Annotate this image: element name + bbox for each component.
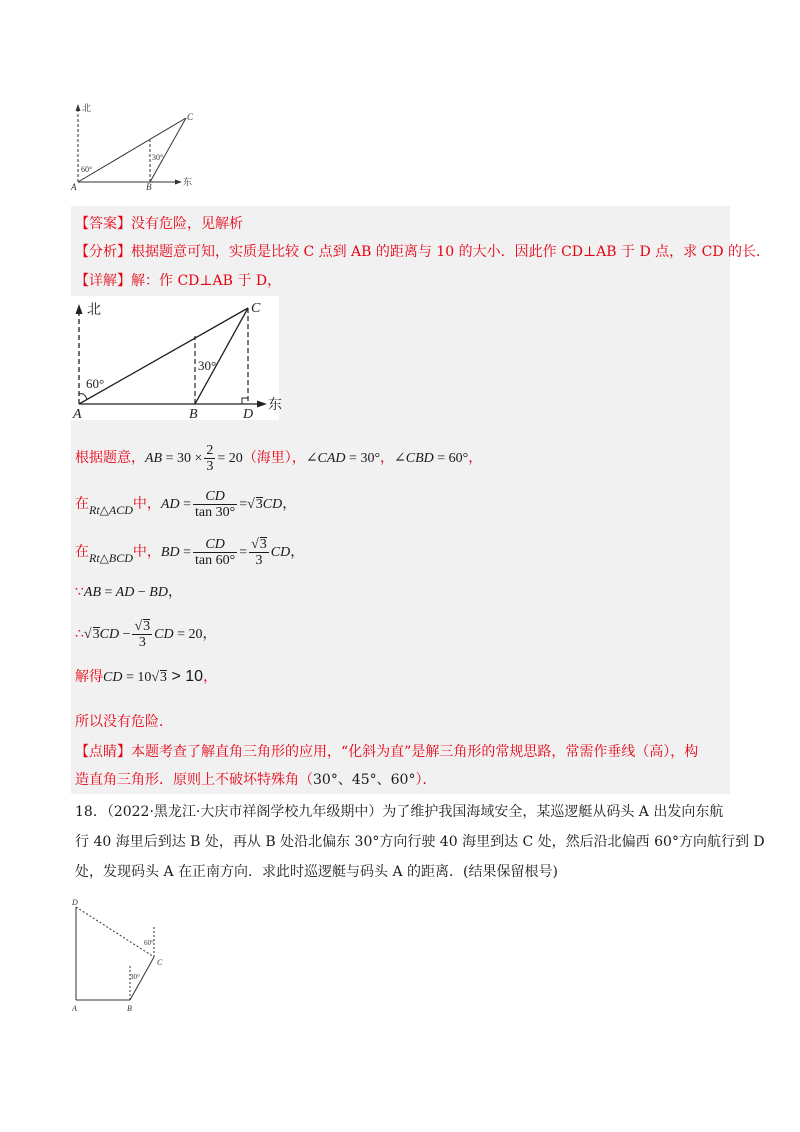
detail-tag: 【详解】	[75, 273, 131, 289]
point-b-label: B	[189, 407, 198, 420]
figure-3-diagram	[66, 895, 176, 1020]
step-5-prefix: ∴	[75, 626, 84, 642]
figure-2-diagram	[71, 296, 286, 420]
question-18-line-3: 处，发现码头 A 在正南方向．求此时巡逻艇与码头 A 的距离．(结果保留根号)	[75, 864, 558, 880]
step-2-triangle: Rt△ACD	[89, 503, 133, 517]
analysis-tag: 【分析】	[75, 244, 131, 260]
segment-bc	[150, 118, 186, 182]
step-1-unit: （海里），	[242, 450, 306, 466]
step-1-sep: ，	[380, 450, 395, 466]
point-b-label: B	[146, 182, 152, 192]
step-2-mid: 中，	[132, 496, 161, 512]
step-3-triangle: Rt△BCD	[89, 551, 133, 565]
step-4-formula: AB = AD − BD，	[83, 585, 182, 600]
step-2	[75, 484, 296, 524]
point-d-label: D	[243, 407, 254, 420]
question-18-line-1: 18．（2022·黑龙江·大庆市祥阁学校九年级期中）为了维护我国海域安全，某巡逻艇从码头 A 出发向东航	[75, 804, 724, 820]
angle-a-label: 60°	[86, 376, 105, 391]
answer-line	[75, 213, 243, 233]
east-label: 东	[183, 177, 193, 187]
step-6-prefix: 解得	[75, 669, 103, 685]
angle-cbd-formula: ∠CBD = 60°	[394, 451, 469, 466]
detail-line	[75, 270, 281, 290]
step-5-formula: √3CD − $\frac{√3}{3}$ CD = 20，	[83, 619, 217, 651]
angle-b-label: 30°	[130, 973, 140, 981]
point-c-label: C	[157, 958, 163, 967]
east-arrow-icon	[175, 180, 182, 185]
step-6-formula: CD = 10√3 > 10	[103, 668, 204, 685]
comment-line-1	[75, 741, 698, 761]
step-1-tail: ，	[468, 450, 483, 466]
north-label: 北	[87, 303, 101, 318]
step-4	[75, 582, 182, 603]
step-1-formula: AB = 30 × $\frac{2}{3}$ = 20	[145, 443, 243, 475]
point-b-label: B	[127, 1004, 132, 1013]
comment-tag: 【点睛】	[75, 744, 131, 760]
step-2-formula: AD = $\frac{CD}{\tan 30^\circ}$ =√3CD，	[160, 489, 297, 521]
point-a-label: A	[71, 182, 77, 192]
figure-1-diagram	[66, 100, 196, 192]
step-1-prefix: 根据题意，	[75, 450, 145, 466]
step-2-prefix: 在	[75, 496, 89, 512]
analysis-text: 根据题意可知，实质是比较 C 点到 AB 的距离与 10 的大小．因此作 CD⊥AB 于 D 点，求 CD 的长．	[131, 244, 770, 260]
segment-ac	[78, 118, 186, 182]
comment-text-1: 本题考查了解直角三角形的应用，“化斜为直”是解三角形的常规思路，常需作垂线（高），构	[131, 744, 699, 760]
angle-b-label: 30°	[152, 153, 164, 162]
comment-line-2	[75, 769, 436, 789]
angle-c-label: 60°	[144, 939, 154, 947]
comment-angles: 30°、45°、60°	[313, 772, 416, 788]
north-label: 北	[82, 103, 92, 113]
step-3-formula: BD = $\frac{CD}{\tan 60^\circ}$ = $\frac{√3}{3}$ CD，	[160, 537, 305, 569]
step-7: 所以没有危险．	[75, 714, 173, 730]
answer-tag: 【答案】	[75, 216, 131, 232]
step-3-prefix: 在	[75, 544, 89, 560]
segment-cd	[76, 907, 154, 957]
angle-a-label: 60°	[81, 165, 93, 174]
north-arrow-icon	[76, 104, 81, 111]
step-5	[75, 614, 217, 654]
step-4-prefix: ∵	[75, 584, 84, 600]
step-3-mid: 中，	[132, 544, 161, 560]
question-18-line-2: 行 40 海里后到达 B 处，再从 B 处沿北偏东 30°方向行驶 40 海里到达 C 处，然后沿北偏西 60°方向航行到 D	[75, 834, 765, 850]
point-d-label: D	[72, 898, 78, 907]
step-6	[75, 664, 217, 691]
analysis-line	[75, 241, 770, 261]
comment-text-2: 造直角三角形．原则上不破坏特殊角（	[75, 772, 313, 788]
point-a-label: A	[73, 407, 82, 420]
angle-cad-formula: ∠CAD = 30°	[305, 451, 381, 466]
step-6-tail: ，	[203, 669, 218, 685]
detail-text: 解：作 CD⊥AB 于 D，	[131, 273, 282, 289]
step-1	[75, 438, 482, 478]
angle-b-label: 30°	[198, 358, 217, 373]
point-c-label: C	[251, 301, 261, 316]
answer-text: 没有危险，见解析	[131, 216, 243, 232]
point-c-label: C	[187, 112, 194, 122]
step-3	[75, 532, 304, 572]
point-a-label: A	[72, 1004, 77, 1013]
east-label: 东	[268, 398, 282, 413]
comment-text-2-end: ）．	[415, 772, 437, 788]
